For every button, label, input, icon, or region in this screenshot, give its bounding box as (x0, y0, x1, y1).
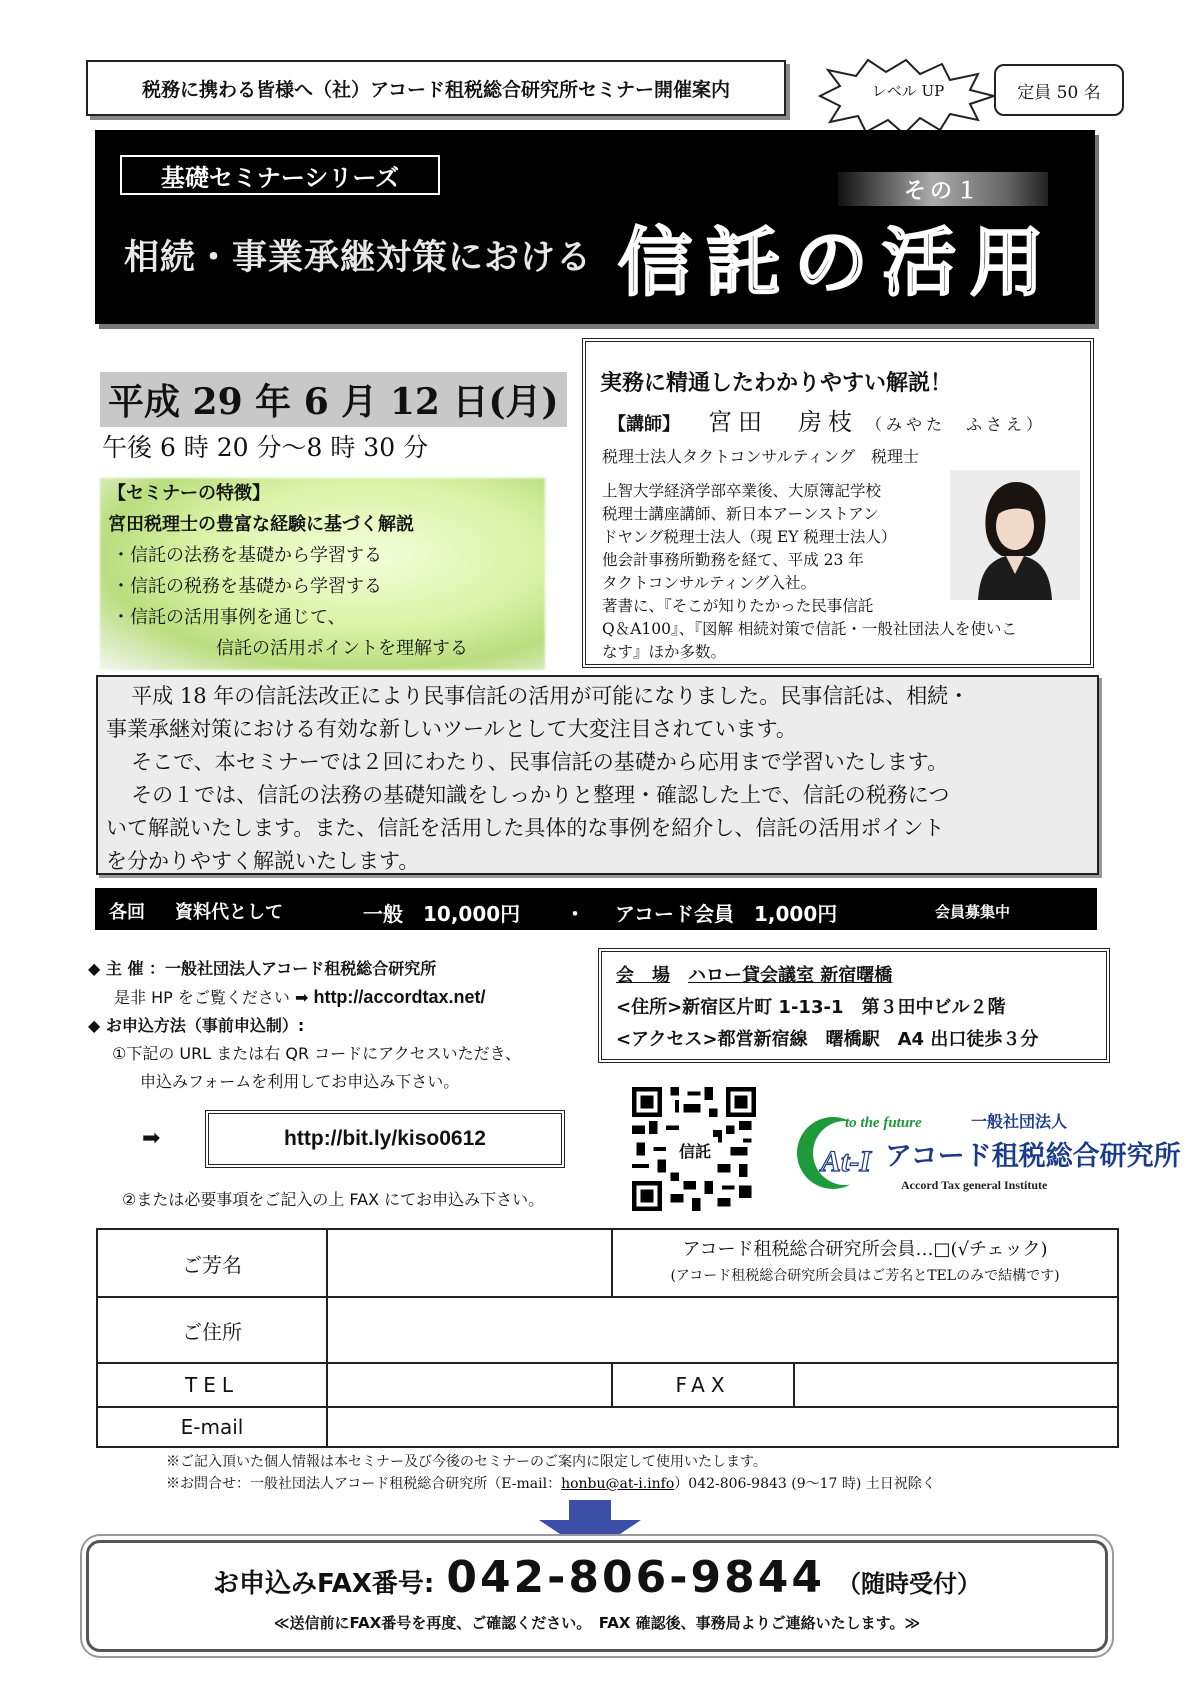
logo-kind: 一般社団法人 (971, 1112, 1068, 1131)
email-label: E-mail (97, 1407, 327, 1447)
bio-line: Q＆A100』、『図解 相続対策で信託・一般社団法人を使いこ (602, 620, 1017, 638)
apply-step-1-cont: 申込みフォームを利用してお申込み下さい。 (140, 1072, 460, 1091)
fee-each: 各回 (109, 902, 145, 923)
address-field[interactable] (327, 1297, 1118, 1363)
name-field[interactable] (327, 1229, 612, 1297)
fee-separator: ・ (565, 902, 585, 926)
top-banner: 税務に携わる皆様へ（社）アコード租税総合研究所セミナー開催案内 (86, 60, 786, 116)
application-form (96, 1228, 1119, 1448)
part-label: その１ (838, 172, 1048, 206)
instructor-organization: 税理士法人タクトコンサルティング 税理士 (602, 447, 919, 466)
fax-note: ≪送信前にFAX番号を再度、ご確認ください。 FAX 確認後、事務局よりご連絡いたします。≫ (273, 1614, 921, 1632)
email-field[interactable] (327, 1407, 1118, 1447)
series-label: 基礎セミナーシリーズ (120, 155, 440, 195)
bio-line: 税理士講座講師、新日本アーンストアン (602, 505, 879, 523)
bio-line: 上智大学経済学部卒業後、大原簿記学校 (602, 482, 882, 500)
instructor-name: 宮田 房枝 (708, 408, 858, 436)
tel-field[interactable] (327, 1363, 612, 1407)
seminar-subtitle: 相続・事業承継対策における (124, 238, 593, 278)
apply-step-2: ②または必要事項をご記入の上 FAX にてお申込み下さい。 (122, 1190, 545, 1209)
organizer-label: ◆ 主 催 ：一般社団法人アコード租税総合研究所 (88, 959, 437, 978)
venue-access: <アクセス>都営新宿線 曙橋駅 A4 出口徒歩３分 (616, 1029, 1039, 1050)
fax-number[interactable]: 042-806-9844 (446, 1552, 826, 1603)
feature-item: ・信託の税務を基礎から学習する (112, 576, 382, 597)
fee-general: 一般 10,000円 (363, 902, 521, 926)
privacy-note: ※ご記入頂いた個人情報は本セミナー及び今後のセミナーのご案内に限定して使用いたします。 (166, 1454, 767, 1470)
intro-line: いて解説いたします。また、信託を活用した具体的な事例を紹介し、信託の活用ポイント (106, 816, 945, 840)
member-checkbox-label[interactable]: アコード租税総合研究所会員…□(√チェック) (682, 1239, 1048, 1260)
homepage-text: 是非 HP をご覧ください ➡ (114, 988, 309, 1007)
apply-method-label: ◆ お申込方法（事前申込制）: (88, 1016, 305, 1035)
bio-line: ドヤング税理士法人（現 EY 税理士法人） (602, 528, 897, 546)
intro-line: 平成 18 年の信託法改正により民事信託の活用が可能になりました。民事信託は、相続・ (131, 684, 970, 708)
logo-name: アコード租税総合研究所 (885, 1141, 1181, 1172)
apply-url-link[interactable]: http://bit.ly/kiso0612 (205, 1110, 565, 1168)
tel-label: TEL (97, 1363, 327, 1407)
contact-note: ※お問合せ：一般社団法人アコード租税総合研究所（E-mail： (166, 1476, 562, 1492)
contact-note-tail: ）042-806-9843 (9〜17 時) 土日祝除く (674, 1476, 936, 1492)
feature-item: ・信託の活用事例を通じて、 (112, 607, 346, 628)
address-label: ご住所 (97, 1297, 327, 1363)
fax-suffix: （随時受付） (837, 1570, 982, 1598)
capacity-badge: 定員 50 名 (994, 64, 1124, 116)
instructor-catchphrase: 実務に精通したわかりやすい解説！ (600, 371, 953, 396)
venue-address: <住所>新宿区片町 1-13-1 第３田中ビル２階 (616, 997, 1006, 1018)
name-label: ご芳名 (97, 1229, 327, 1297)
feature-item: ・信託の法務を基礎から学習する (112, 545, 382, 566)
seminar-date: 平成 29 年 6 月 12 日(月) (100, 372, 567, 427)
feature-item: 信託の活用ポイントを理解する (216, 638, 468, 659)
instructor-name-row (608, 402, 1046, 437)
instructor-reading: （みやた ふさえ） (866, 415, 1047, 434)
level-up-label: レベル UP (871, 82, 945, 100)
instructor-role: 【講師】 (608, 414, 680, 435)
venue-box (598, 948, 1110, 1063)
fee-member: アコード会員 1,000円 (615, 902, 838, 926)
features-heading: 【セミナーの特徴】 (108, 483, 270, 504)
venue-label: 会 場 (616, 965, 670, 986)
intro-line: 事業承継対策における有効な新しいツールとして大変注目されています。 (106, 717, 797, 741)
apply-step-1: ①下記の URL または右 QR コードにアクセスいただき、 (112, 1044, 522, 1063)
member-note: (アコード租税総合研究所会員はご芳名とTELのみで結構です) (670, 1268, 1060, 1284)
fax-label: FAX (612, 1363, 794, 1407)
fax-field[interactable] (794, 1363, 1118, 1407)
instructor-photo (950, 470, 1080, 600)
qr-code-label: 信託 (672, 1137, 718, 1163)
logo-english: Accord Tax general Institute (901, 1178, 1048, 1192)
seminar-time: 午後 6 時 20 分〜8 時 30 分 (102, 433, 429, 462)
fax-number-line (86, 1552, 1108, 1603)
bio-line: なす』ほか多数。 (602, 643, 727, 661)
contact-email-link[interactable]: honbu@at-i.info (561, 1476, 675, 1492)
bio-line: タクトコンサルティング入社。 (602, 574, 817, 592)
venue-name: ハロー貸会議室 新宿曙橋 (688, 965, 893, 986)
features-subheading: 宮田税理士の豊富な経験に基づく解説 (108, 514, 414, 535)
intro-line: を分かりやすく解説いたします。 (106, 849, 420, 873)
fax-number-label: お申込みFAX番号: (212, 1569, 435, 1599)
logo-mark: At-I (821, 1145, 872, 1178)
notes (166, 1451, 936, 1495)
seminar-title: 信託の活用 (618, 220, 1058, 306)
arrow-right-icon: ➡ (142, 1126, 161, 1151)
fee-label: 資料代として (175, 902, 283, 923)
homepage-link[interactable]: http://accordtax.net/ (313, 987, 486, 1007)
intro-line: そこで、本セミナーでは２回にわたり、民事信託の基礎から応用まで学習いたします。 (131, 750, 949, 774)
accord-logo (785, 1105, 1181, 1197)
features-block (108, 478, 548, 664)
fee-band (95, 888, 1097, 930)
bio-line: 著書に、『そこが知りたかった民事信託 (602, 597, 874, 615)
intro-line: その１では、信託の法務の基礎知識をしっかりと整理・確認した上で、信託の税務につ (131, 783, 950, 807)
intro-text (106, 680, 1091, 878)
organizer-block (88, 955, 608, 1096)
bio-line: 他会計事務所勤務を経て、平成 23 年 (602, 551, 864, 569)
member-check-cell[interactable] (612, 1229, 1118, 1297)
logo-tagline: to the future (845, 1115, 922, 1131)
member-recruit: 会員募集中 (935, 903, 1011, 921)
